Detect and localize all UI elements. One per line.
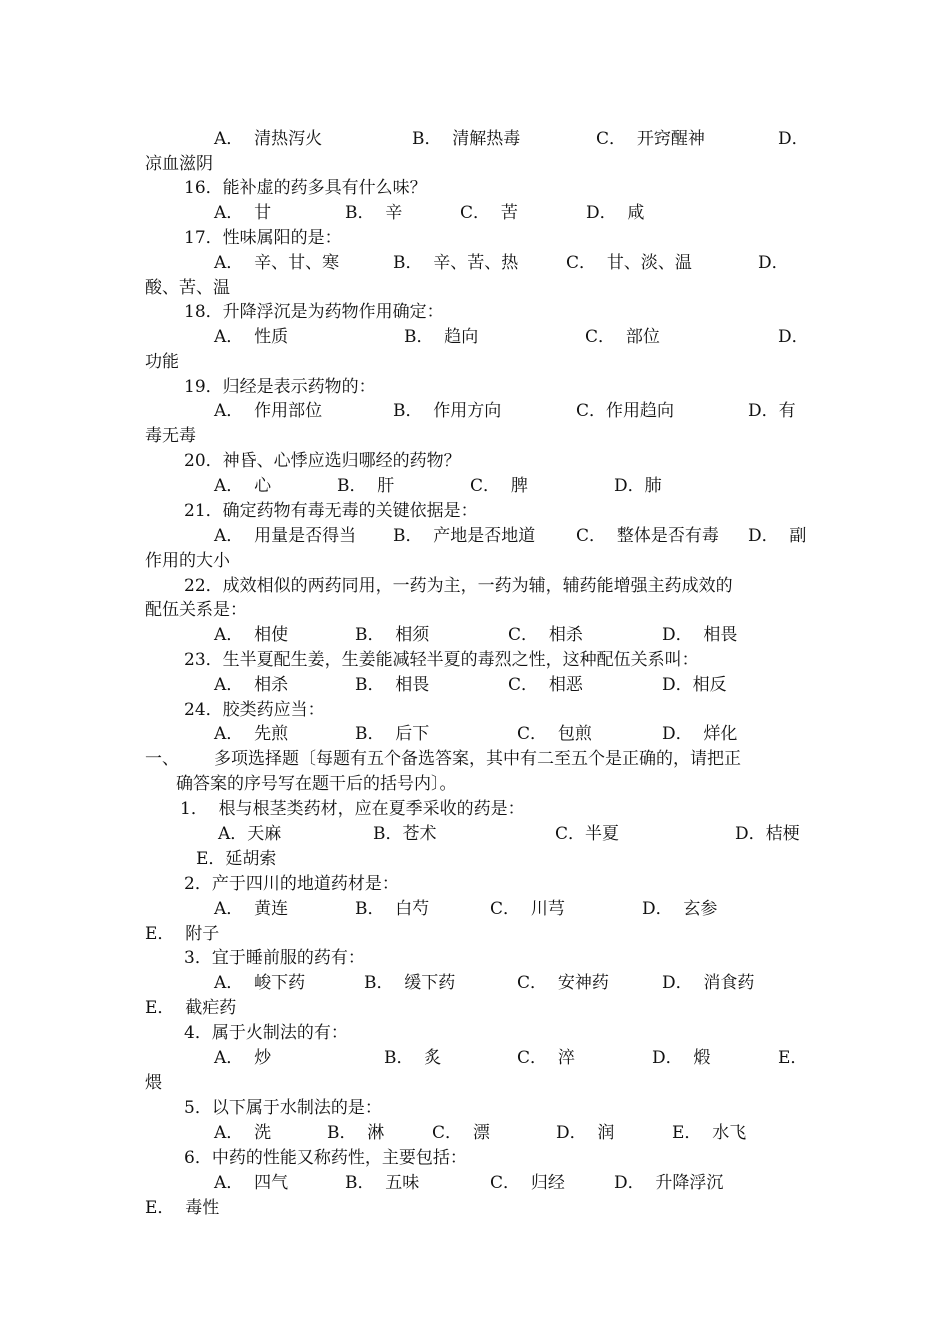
text-line: 20．神昏、心悸应选归哪经的药物？ xyxy=(184,451,461,471)
text-line: 一、 xyxy=(145,749,179,769)
text-line: D．相反 xyxy=(662,675,727,695)
text-line: B． 炙 xyxy=(384,1048,442,1068)
text-line: D． 煅 xyxy=(652,1048,711,1068)
text-line: A．天麻 xyxy=(218,824,282,844)
text-line: C． 淬 xyxy=(517,1048,575,1068)
text-line: D． 玄参 xyxy=(642,899,718,919)
text-line: A． 心 xyxy=(214,476,272,496)
text-line: B． 相畏 xyxy=(355,675,430,695)
text-line: D． 润 xyxy=(556,1123,615,1143)
text-line: C． 苦 xyxy=(460,203,518,223)
text-line: D． xyxy=(758,253,789,273)
text-line: A． 洗 xyxy=(214,1123,272,1143)
text-line: D． 升降浮沉 xyxy=(614,1173,724,1193)
text-line: A． 四气 xyxy=(214,1173,289,1193)
text-line: A． 作用部位 xyxy=(214,401,323,421)
text-line: C． 包煎 xyxy=(517,724,592,744)
text-line: 1． 根与根茎类药材，应在夏季采收的药是： xyxy=(180,799,525,819)
text-line: 功能 xyxy=(145,352,179,372)
text-line: 6．中药的性能又称药性，主要包括： xyxy=(184,1148,467,1168)
text-line: B． 相须 xyxy=(355,625,430,645)
text-line: C． 部位 xyxy=(585,327,660,347)
text-line: B． 清解热毒 xyxy=(412,129,521,149)
text-line: B． 趋向 xyxy=(404,327,479,347)
text-line: A． 峻下药 xyxy=(214,973,306,993)
text-line: E． 截疟药 xyxy=(145,998,237,1018)
text-line: A． 甘 xyxy=(214,203,272,223)
text-line: B． 产地是否地道 xyxy=(393,526,536,546)
text-line: B．苍术 xyxy=(373,824,437,844)
text-line: 确答案的序号写在题干后的括号内〕。 xyxy=(176,774,457,794)
text-line: 毒无毒 xyxy=(145,426,196,446)
text-line: C． 川芎 xyxy=(490,899,565,919)
text-line: 煨 xyxy=(145,1073,162,1093)
text-line: D．桔梗 xyxy=(735,824,800,844)
text-line: C．半夏 xyxy=(555,824,620,844)
text-line: 19．归经是表示药物的： xyxy=(184,377,376,397)
text-line: 23．生半夏配生姜，生姜能减轻半夏的毒烈之性，这种配伍关系叫： xyxy=(184,650,699,670)
text-line: D． xyxy=(778,327,809,347)
text-line: 5．以下属于水制法的是： xyxy=(184,1098,382,1118)
text-line: C． 漂 xyxy=(432,1123,490,1143)
text-line: C．作用趋向 xyxy=(576,401,675,421)
text-line: E． 水飞 xyxy=(672,1123,747,1143)
text-line: B． 五味 xyxy=(345,1173,420,1193)
text-line: B． 辛、苦、热 xyxy=(393,253,519,273)
text-line: D． 消食药 xyxy=(662,973,755,993)
text-line: B． 缓下药 xyxy=(364,973,456,993)
text-line: A． 黄连 xyxy=(214,899,289,919)
text-line: D． 相畏 xyxy=(662,625,738,645)
text-line: 24．胶类药应当： xyxy=(184,700,325,720)
text-line: C． 脾 xyxy=(470,476,528,496)
text-line: B． 淋 xyxy=(327,1123,385,1143)
text-line: D． 副 xyxy=(748,526,807,546)
text-line: 作用的大小 xyxy=(145,551,230,571)
text-line: C． 甘、淡、温 xyxy=(566,253,692,273)
text-line: C． 安神药 xyxy=(517,973,609,993)
text-line: 3．宜于睡前服的药有： xyxy=(184,948,365,968)
text-line: D．肺 xyxy=(614,476,662,496)
text-line: 22．成效相似的两药同用，一药为主，一药为辅，辅药能增强主药成效的 xyxy=(184,576,733,596)
text-line: E． 毒性 xyxy=(145,1198,220,1218)
text-line: C． 开窍醒神 xyxy=(596,129,705,149)
text-line: E．延胡索 xyxy=(196,849,277,869)
text-line: D． 咸 xyxy=(586,203,645,223)
text-line: 配伍关系是： xyxy=(145,600,247,620)
text-line: 16．能补虚的药多具有什么味？ xyxy=(184,178,427,198)
text-line: 4．属于火制法的有： xyxy=(184,1023,348,1043)
text-line: 2．产于四川的地道药材是： xyxy=(184,874,399,894)
text-line: 凉血滋阴 xyxy=(145,154,213,174)
text-line: E． 附子 xyxy=(145,924,220,944)
text-line: 酸、苦、温 xyxy=(145,278,230,298)
text-line: A． 性质 xyxy=(214,327,289,347)
text-line: D．有 xyxy=(748,401,796,421)
text-line: A． 用量是否得当 xyxy=(214,526,357,546)
text-line: B． 后下 xyxy=(355,724,430,744)
text-line: E． xyxy=(778,1048,808,1068)
text-line: B． 作用方向 xyxy=(393,401,502,421)
text-line: B． 白芍 xyxy=(355,899,430,919)
text-line: B． 辛 xyxy=(345,203,403,223)
text-line: A． 辛、甘、寒 xyxy=(214,253,340,273)
text-line: B． 肝 xyxy=(337,476,395,496)
text-line: C． 相杀 xyxy=(508,625,583,645)
text-line: 21．确定药物有毒无毒的关键依据是： xyxy=(184,501,478,521)
text-line: D． xyxy=(778,129,809,149)
text-line: A． 炒 xyxy=(214,1048,272,1068)
text-line: A． 相杀 xyxy=(214,675,289,695)
text-line: A． 相使 xyxy=(214,625,289,645)
text-line: C． 归经 xyxy=(490,1173,565,1193)
text-line: A． 先煎 xyxy=(214,724,289,744)
text-line: 18．升降浮沉是为药物作用确定： xyxy=(184,302,444,322)
text-line: D． 烊化 xyxy=(662,724,738,744)
text-line: 多项选择题〔每题有五个备选答案，其中有二至五个是正确的，请把正 xyxy=(214,749,741,769)
text-line: C． 相恶 xyxy=(508,675,583,695)
text-line: A． 清热泻火 xyxy=(214,129,323,149)
text-line: C． 整体是否有毒 xyxy=(576,526,719,546)
text-line: 17．性味属阳的是： xyxy=(184,228,342,248)
